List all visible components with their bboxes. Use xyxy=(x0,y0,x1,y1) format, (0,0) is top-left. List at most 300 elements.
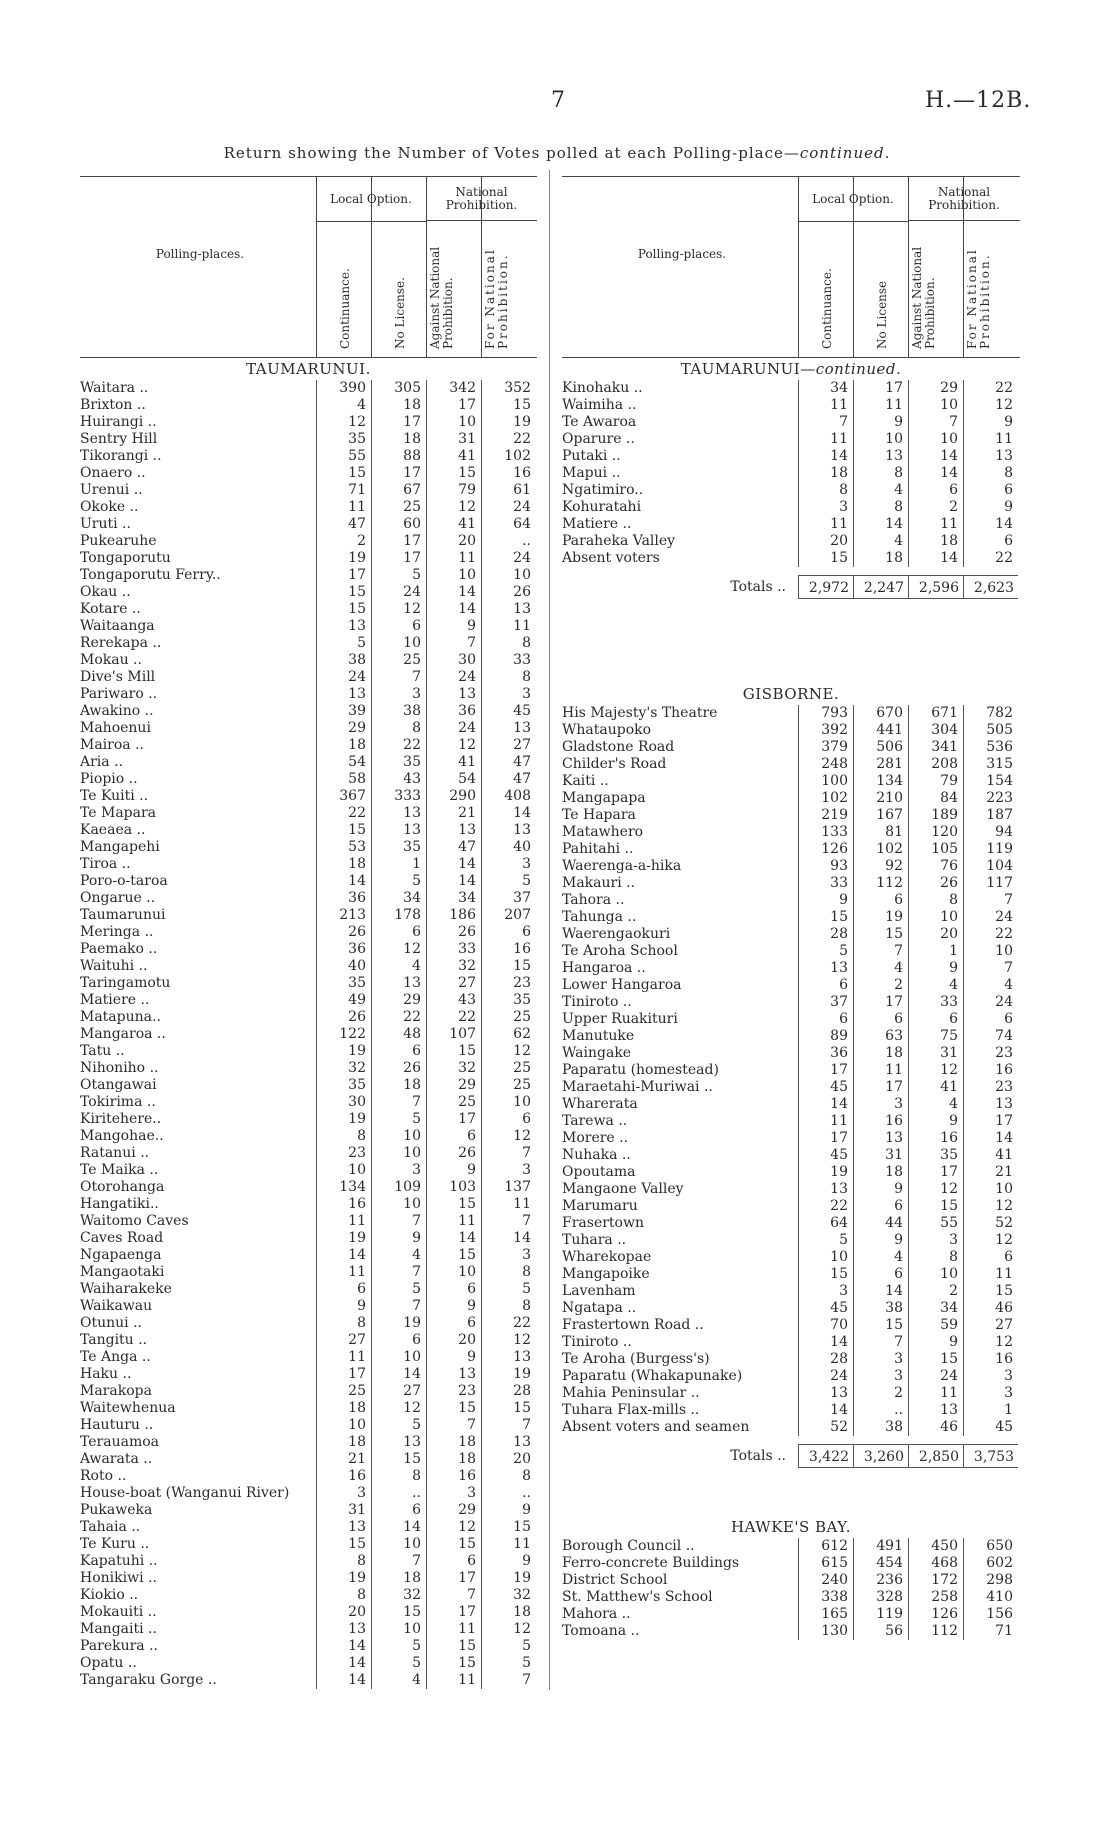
votes-no-license: 9 xyxy=(371,1230,426,1247)
votes-against: 20 xyxy=(908,926,963,943)
votes-continuance: 22 xyxy=(316,805,371,822)
table-row xyxy=(80,805,537,822)
local-option-header: Local Option. xyxy=(798,177,908,222)
table-row xyxy=(562,1334,1020,1351)
votes-against: 17 xyxy=(426,1570,481,1587)
votes-continuance: 19 xyxy=(316,1230,371,1247)
polling-place-name: Tiroa .. xyxy=(80,856,131,872)
votes-for: 46 xyxy=(963,1300,1018,1317)
votes-against: 258 xyxy=(908,1589,963,1606)
votes-for: 22 xyxy=(481,431,536,448)
table-row xyxy=(562,1385,1020,1402)
votes-for: 104 xyxy=(963,858,1018,875)
votes-against: 14 xyxy=(426,1230,481,1247)
totals-label: Totals .. xyxy=(730,1448,786,1464)
table-row xyxy=(562,499,1020,516)
votes-continuance: 21 xyxy=(316,1451,371,1468)
votes-continuance: 133 xyxy=(798,824,853,841)
table-row xyxy=(80,550,537,567)
polling-place-name: Oparure .. xyxy=(562,431,635,447)
total-no-license: 3,260 xyxy=(853,1444,908,1468)
table-row xyxy=(562,1317,1020,1334)
votes-continuance: 6 xyxy=(316,1281,371,1298)
votes-no-license: 8 xyxy=(853,499,908,516)
polling-place-name: Tomoana .. xyxy=(562,1623,640,1639)
votes-for: 15 xyxy=(481,1519,536,1536)
table-row xyxy=(80,1094,537,1111)
votes-for: 4 xyxy=(963,977,1018,994)
votes-no-license: 134 xyxy=(853,773,908,790)
votes-no-license: 13 xyxy=(371,1434,426,1451)
votes-for: 21 xyxy=(963,1164,1018,1181)
polling-place-name: Upper Ruakituri xyxy=(562,1011,678,1027)
votes-no-license: 2 xyxy=(853,1385,908,1402)
votes-continuance: 379 xyxy=(798,739,853,756)
votes-for: 19 xyxy=(481,1366,536,1383)
table-row xyxy=(562,1402,1020,1419)
no-license-header: No License. xyxy=(393,277,407,349)
votes-against: 24 xyxy=(426,669,481,686)
polling-place-name: Otunui .. xyxy=(80,1315,142,1331)
polling-place-name: Brixton .. xyxy=(80,397,146,413)
polling-place-name: Tangitu .. xyxy=(80,1332,148,1348)
votes-for: 207 xyxy=(481,907,536,924)
table-row xyxy=(80,1230,537,1247)
votes-continuance: 18 xyxy=(316,856,371,873)
votes-continuance: 14 xyxy=(798,1402,853,1419)
votes-continuance: 13 xyxy=(316,1519,371,1536)
votes-continuance: 5 xyxy=(798,1232,853,1249)
votes-no-license: 29 xyxy=(371,992,426,1009)
table-row xyxy=(80,1196,537,1213)
votes-for: 17 xyxy=(963,1113,1018,1130)
table-row xyxy=(80,584,537,601)
polling-place-name: Opoutama xyxy=(562,1164,636,1180)
votes-against: 41 xyxy=(426,754,481,771)
polling-place-name: Marakopa xyxy=(80,1383,152,1399)
votes-for: 16 xyxy=(481,941,536,958)
polling-place-name: Meringa .. xyxy=(80,924,154,940)
polling-place-name: Urenui .. xyxy=(80,482,143,498)
votes-for: 62 xyxy=(481,1026,536,1043)
polling-place-name: Nuhaka .. xyxy=(562,1147,631,1163)
votes-against: 15 xyxy=(426,1196,481,1213)
votes-against: 14 xyxy=(426,856,481,873)
votes-for: 6 xyxy=(963,533,1018,550)
table-row xyxy=(562,1283,1020,1300)
polling-place-name: Childer's Road xyxy=(562,756,667,772)
polling-place-name: Lower Hangaroa xyxy=(562,977,682,993)
votes-for: 24 xyxy=(963,909,1018,926)
votes-continuance: 13 xyxy=(316,1621,371,1638)
votes-continuance: 55 xyxy=(316,448,371,465)
votes-continuance: 165 xyxy=(798,1606,853,1623)
votes-against: 59 xyxy=(908,1317,963,1334)
table-row xyxy=(80,669,537,686)
votes-no-license: 18 xyxy=(853,550,908,567)
votes-against: 84 xyxy=(908,790,963,807)
votes-for: 64 xyxy=(481,516,536,533)
votes-continuance: 240 xyxy=(798,1572,853,1589)
polling-place-name: Mahora .. xyxy=(562,1606,631,1622)
votes-continuance: 14 xyxy=(798,448,853,465)
votes-against: 14 xyxy=(908,550,963,567)
votes-against: 2 xyxy=(908,1283,963,1300)
polling-place-name: Kaeaea .. xyxy=(80,822,146,838)
votes-no-license: 88 xyxy=(371,448,426,465)
votes-against: 6 xyxy=(426,1553,481,1570)
polling-place-name: Hangatiki.. xyxy=(80,1196,159,1212)
votes-no-license: 18 xyxy=(371,397,426,414)
votes-for: 8 xyxy=(481,1264,536,1281)
votes-no-license: 34 xyxy=(371,890,426,907)
votes-against: 20 xyxy=(426,1332,481,1349)
document-reference: H.—12B. xyxy=(925,88,1032,113)
table-row xyxy=(80,499,537,516)
votes-against: 15 xyxy=(426,1247,481,1264)
votes-against: 9 xyxy=(426,1162,481,1179)
votes-against: 47 xyxy=(426,839,481,856)
table-row xyxy=(80,1060,537,1077)
votes-continuance: 8 xyxy=(316,1315,371,1332)
votes-continuance: 14 xyxy=(316,873,371,890)
table-row xyxy=(80,856,537,873)
votes-no-license: 305 xyxy=(371,380,426,397)
votes-against: 208 xyxy=(908,756,963,773)
votes-for: 505 xyxy=(963,722,1018,739)
return-title-continued: continued. xyxy=(799,144,891,162)
polling-place-name: Waitara .. xyxy=(80,380,149,396)
votes-continuance: 35 xyxy=(316,431,371,448)
votes-against: 14 xyxy=(426,584,481,601)
votes-no-license: 4 xyxy=(371,1247,426,1264)
votes-no-license: 454 xyxy=(853,1555,908,1572)
votes-continuance: 17 xyxy=(798,1062,853,1079)
votes-against: 6 xyxy=(908,1011,963,1028)
votes-continuance: 14 xyxy=(316,1638,371,1655)
votes-continuance: 10 xyxy=(798,1249,853,1266)
votes-continuance: 102 xyxy=(798,790,853,807)
taumarunui-totals-row xyxy=(562,575,1020,599)
table-row xyxy=(562,1045,1020,1062)
votes-continuance: 58 xyxy=(316,771,371,788)
votes-continuance: 248 xyxy=(798,756,853,773)
table-row xyxy=(80,890,537,907)
votes-no-license: 14 xyxy=(853,516,908,533)
votes-no-license: 17 xyxy=(371,533,426,550)
votes-against: 10 xyxy=(426,1264,481,1281)
polling-place-name: Waitomo Caves xyxy=(80,1213,189,1229)
table-row xyxy=(80,1400,537,1417)
table-row xyxy=(562,739,1020,756)
table-row xyxy=(80,1043,537,1060)
votes-against: 24 xyxy=(908,1368,963,1385)
votes-for: 3 xyxy=(481,1162,536,1179)
votes-no-license: 12 xyxy=(371,941,426,958)
votes-continuance: 27 xyxy=(316,1332,371,1349)
votes-against: 112 xyxy=(908,1623,963,1640)
votes-continuance: 22 xyxy=(798,1198,853,1215)
votes-against: 342 xyxy=(426,380,481,397)
votes-continuance: 31 xyxy=(316,1502,371,1519)
votes-no-license: 17 xyxy=(371,414,426,431)
votes-against: 29 xyxy=(426,1502,481,1519)
votes-for: 12 xyxy=(481,1043,536,1060)
votes-continuance: 11 xyxy=(798,397,853,414)
votes-against: 29 xyxy=(908,380,963,397)
votes-against: 41 xyxy=(426,448,481,465)
votes-continuance: 19 xyxy=(316,550,371,567)
table-row xyxy=(562,1589,1020,1606)
table-row xyxy=(562,858,1020,875)
votes-against: 14 xyxy=(426,873,481,890)
votes-against: 9 xyxy=(908,1113,963,1130)
votes-for: 352 xyxy=(481,380,536,397)
votes-for: 27 xyxy=(481,737,536,754)
polling-place-name: Pukaweka xyxy=(80,1502,153,1518)
votes-continuance: 18 xyxy=(316,1434,371,1451)
table-row xyxy=(80,1672,537,1689)
polling-place-name: Mokauiti .. xyxy=(80,1604,157,1620)
votes-for: 650 xyxy=(963,1538,1018,1555)
polling-place-name: Te Anga .. xyxy=(80,1349,151,1365)
votes-no-license: 6 xyxy=(853,1266,908,1283)
polling-place-name: Maraetahi-Muriwai .. xyxy=(562,1079,713,1095)
table-row xyxy=(562,1623,1020,1640)
votes-for: 3 xyxy=(481,856,536,873)
polling-place-name: Tahaia .. xyxy=(80,1519,141,1535)
votes-no-license: 27 xyxy=(371,1383,426,1400)
polling-place-name: Te Kuru .. xyxy=(80,1536,150,1552)
votes-no-license: 167 xyxy=(853,807,908,824)
votes-for: 45 xyxy=(481,703,536,720)
votes-continuance: 17 xyxy=(798,1130,853,1147)
section-title-taumarunui: TAUMARUNUI. xyxy=(246,360,371,378)
votes-for: 74 xyxy=(963,1028,1018,1045)
table-row xyxy=(80,1638,537,1655)
votes-no-license: 43 xyxy=(371,771,426,788)
votes-for: 7 xyxy=(963,960,1018,977)
votes-no-license: 12 xyxy=(371,601,426,618)
votes-for: 10 xyxy=(481,567,536,584)
votes-against: 75 xyxy=(908,1028,963,1045)
votes-continuance: 20 xyxy=(798,533,853,550)
votes-continuance: 17 xyxy=(316,1366,371,1383)
votes-for: 32 xyxy=(481,1587,536,1604)
votes-no-license: 38 xyxy=(853,1419,908,1436)
votes-continuance: 367 xyxy=(316,788,371,805)
votes-for: 16 xyxy=(963,1062,1018,1079)
votes-for: 22 xyxy=(481,1315,536,1332)
votes-continuance: 8 xyxy=(316,1553,371,1570)
votes-continuance: 36 xyxy=(798,1045,853,1062)
table-row xyxy=(80,686,537,703)
votes-for: 10 xyxy=(963,1181,1018,1198)
table-row xyxy=(80,839,537,856)
polling-place-name: Mairoa .. xyxy=(80,737,144,753)
votes-continuance: 6 xyxy=(798,977,853,994)
table-row xyxy=(80,1315,537,1332)
votes-continuance: 2 xyxy=(316,533,371,550)
national-prohibition-header: National Prohibition. xyxy=(426,177,537,221)
votes-no-license: 10 xyxy=(371,1349,426,1366)
votes-no-license: 7 xyxy=(371,1094,426,1111)
polling-place-name: Waiharakeke xyxy=(80,1281,172,1297)
table-row xyxy=(80,465,537,482)
votes-no-license: 4 xyxy=(853,960,908,977)
votes-continuance: 11 xyxy=(798,516,853,533)
votes-against: 10 xyxy=(908,1266,963,1283)
votes-for: 1 xyxy=(963,1402,1018,1419)
polling-place-name: Mangapehi xyxy=(80,839,160,855)
polling-place-name: Makauri .. xyxy=(562,875,636,891)
polling-place-name: Waitewhenua xyxy=(80,1400,176,1416)
table-row xyxy=(562,1368,1020,1385)
table-row xyxy=(80,958,537,975)
polling-place-name: Okau .. xyxy=(80,584,131,600)
votes-against: 13 xyxy=(426,1366,481,1383)
table-row xyxy=(562,1028,1020,1045)
votes-for: 5 xyxy=(481,1281,536,1298)
votes-against: 31 xyxy=(908,1045,963,1062)
votes-for: 410 xyxy=(963,1589,1018,1606)
table-row xyxy=(80,533,537,550)
votes-for: 223 xyxy=(963,790,1018,807)
votes-continuance: 130 xyxy=(798,1623,853,1640)
table-row xyxy=(80,1162,537,1179)
votes-for: 27 xyxy=(963,1317,1018,1334)
table-row xyxy=(80,941,537,958)
polling-place-name: Roto .. xyxy=(80,1468,127,1484)
votes-no-license: 10 xyxy=(371,1145,426,1162)
votes-continuance: 54 xyxy=(316,754,371,771)
polling-places-header: Polling-places. xyxy=(155,247,245,261)
votes-for: 8 xyxy=(481,1468,536,1485)
votes-no-license: 6 xyxy=(371,1502,426,1519)
votes-continuance: 32 xyxy=(316,1060,371,1077)
table-row xyxy=(562,380,1020,397)
votes-no-license: 5 xyxy=(371,1638,426,1655)
polling-place-name: Paemako .. xyxy=(80,941,158,957)
votes-for: 24 xyxy=(481,550,536,567)
votes-no-license: 15 xyxy=(853,1317,908,1334)
votes-against: 46 xyxy=(908,1419,963,1436)
table-row xyxy=(80,1434,537,1451)
votes-no-license: 60 xyxy=(371,516,426,533)
polling-place-name: Tuhara .. xyxy=(562,1232,627,1248)
votes-no-license: 35 xyxy=(371,754,426,771)
table-row xyxy=(562,448,1020,465)
table-row xyxy=(562,824,1020,841)
votes-no-license: 3 xyxy=(853,1368,908,1385)
votes-for: 12 xyxy=(481,1621,536,1638)
votes-for: 14 xyxy=(481,1230,536,1247)
votes-continuance: 52 xyxy=(798,1419,853,1436)
total-against: 2,596 xyxy=(908,575,963,599)
votes-against: 33 xyxy=(426,941,481,958)
votes-no-license: 13 xyxy=(371,805,426,822)
table-row xyxy=(562,1011,1020,1028)
polling-place-name: Absent voters xyxy=(562,550,660,566)
votes-continuance: 19 xyxy=(316,1043,371,1060)
votes-for: 7 xyxy=(963,892,1018,909)
votes-against: 16 xyxy=(426,1468,481,1485)
polling-place-name: Onaero .. xyxy=(80,465,146,481)
votes-against: 29 xyxy=(426,1077,481,1094)
votes-for: 10 xyxy=(481,1094,536,1111)
votes-no-license: 10 xyxy=(371,1621,426,1638)
votes-no-license: 15 xyxy=(371,1451,426,1468)
polling-place-name: Ngatapa .. xyxy=(562,1300,637,1316)
votes-against: 3 xyxy=(908,1232,963,1249)
votes-continuance: 338 xyxy=(798,1589,853,1606)
polling-place-name: Kiritehere.. xyxy=(80,1111,162,1127)
polling-place-name: Waitaanga xyxy=(80,618,155,634)
table-row xyxy=(562,465,1020,482)
votes-for: 15 xyxy=(481,1400,536,1417)
polling-place-name: Whataupoko xyxy=(562,722,652,738)
votes-continuance: 37 xyxy=(798,994,853,1011)
votes-against: 6 xyxy=(426,1128,481,1145)
table-row xyxy=(80,1587,537,1604)
polling-place-name: Aria .. xyxy=(80,754,123,770)
table-row xyxy=(80,1366,537,1383)
votes-no-license: 7 xyxy=(371,1298,426,1315)
votes-for: 11 xyxy=(481,1196,536,1213)
votes-continuance: 15 xyxy=(798,909,853,926)
table-row xyxy=(562,482,1020,499)
votes-no-license: 67 xyxy=(371,482,426,499)
votes-continuance: 19 xyxy=(798,1164,853,1181)
votes-for: 47 xyxy=(481,754,536,771)
table-row xyxy=(80,1145,537,1162)
votes-no-license: 81 xyxy=(853,824,908,841)
votes-for: 6 xyxy=(963,1249,1018,1266)
left-rows xyxy=(80,380,537,1689)
votes-no-license: 16 xyxy=(853,1113,908,1130)
table-row xyxy=(80,1519,537,1536)
votes-for: 24 xyxy=(963,994,1018,1011)
votes-for: 24 xyxy=(481,499,536,516)
votes-against: 10 xyxy=(908,909,963,926)
polling-place-name: Tongaporutu Ferry.. xyxy=(80,567,221,583)
national-prohibition-header: National Prohibition. xyxy=(908,177,1020,221)
votes-continuance: 5 xyxy=(798,943,853,960)
table-row xyxy=(562,1572,1020,1589)
votes-continuance: 615 xyxy=(798,1555,853,1572)
polling-place-name: Opatu .. xyxy=(80,1655,137,1671)
polling-place-name: Te Mapara xyxy=(80,805,157,821)
against-header: Against National Prohibition. xyxy=(428,246,455,349)
votes-continuance: 5 xyxy=(316,635,371,652)
votes-against: 13 xyxy=(426,686,481,703)
votes-continuance: 36 xyxy=(316,890,371,907)
votes-continuance: 213 xyxy=(316,907,371,924)
polling-place-name: House-boat (Wanganui River) xyxy=(80,1485,290,1501)
polling-place-name: Hauturu .. xyxy=(80,1417,154,1433)
polling-place-name: Tuhara Flax-mills .. xyxy=(562,1402,700,1418)
votes-against: 17 xyxy=(426,1111,481,1128)
polling-place-name: Caves Road xyxy=(80,1230,164,1246)
table-row xyxy=(80,1621,537,1638)
votes-against: 10 xyxy=(908,431,963,448)
votes-for: 12 xyxy=(481,1332,536,1349)
votes-continuance: 793 xyxy=(798,705,853,722)
votes-for: 41 xyxy=(963,1147,1018,1164)
for-header: For National Prohibition. xyxy=(483,248,510,349)
votes-continuance: 8 xyxy=(316,1128,371,1145)
votes-for: 9 xyxy=(963,414,1018,431)
